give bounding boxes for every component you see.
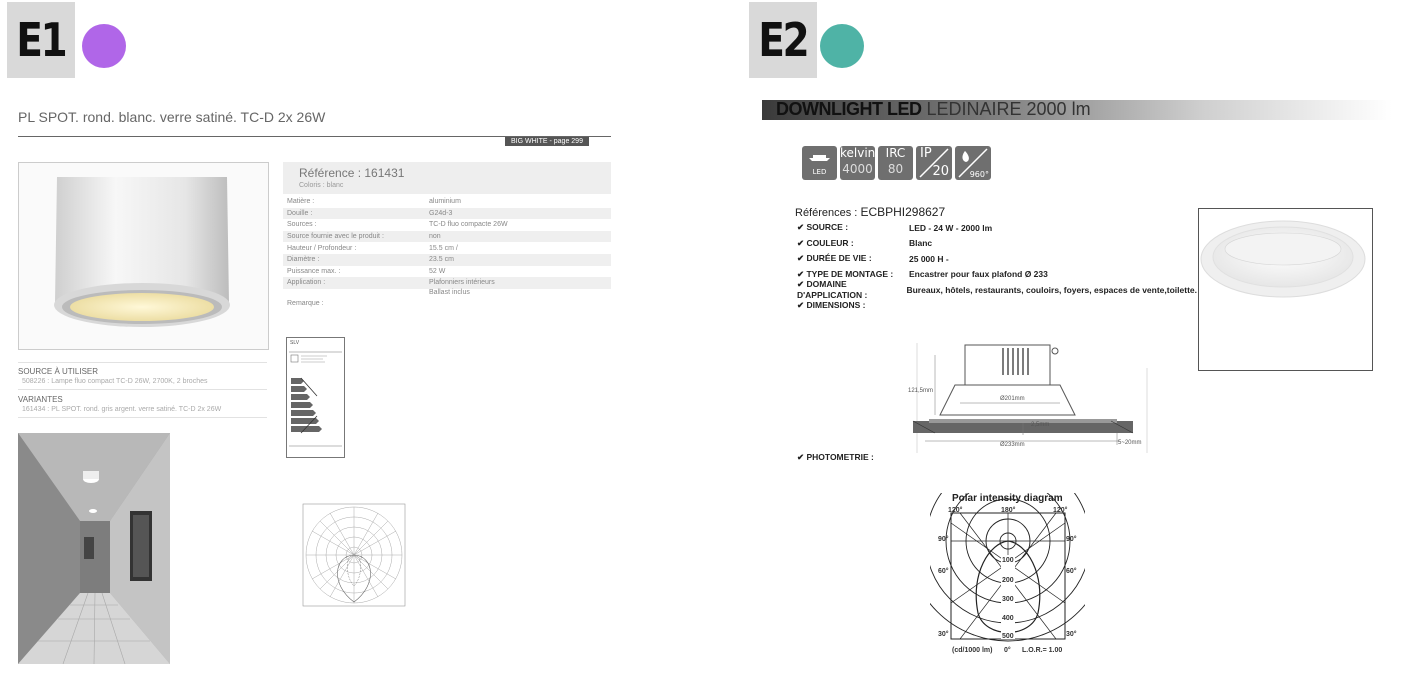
e1-product-title: PL SPOT. rond. blanc. verre satiné. TC-D 2x 26W [18,109,326,125]
spec-value: 15.5 cm / [429,244,458,252]
e2-references-value: ECBPHI298627 [860,205,946,219]
angle-label: 180° [1001,507,1016,514]
table-row [283,254,611,266]
dim-lip: 2,5mm [1031,422,1050,428]
table-row [283,289,611,307]
ring-label: 400 [1002,615,1014,622]
downlight-icon [802,146,837,166]
dim-ceiling: 5~20mm [1118,440,1142,446]
spec-label: Remarque : [287,299,324,307]
angle-label: 90° [1066,536,1077,543]
e1-tag-box [7,2,75,78]
e2-color-dot [820,24,864,68]
spec-value: Encastrer pour faux plafond Ø 233 [909,269,1048,280]
e2-polar-diagram [930,493,1085,658]
spec-label: ✔ DIMENSIONS : [797,299,866,310]
table-row [283,219,611,231]
ceiling-spot-lamp-icon [19,163,268,349]
e1-spec-table [283,196,611,307]
e1-energy-label [286,337,345,458]
e2-tag: E2 [758,13,808,67]
spec-value: non [425,231,611,243]
badge-bottom: 4000 [842,162,873,176]
spec-label: Diamètre : [283,254,425,266]
spec-value: 23.5 cm [425,254,611,266]
e1-product-photo [18,162,269,350]
energy-label-brand: SLV [290,340,300,346]
e1-divider [18,417,267,418]
badge-top: kelvin [840,146,876,160]
e1-catalog-ref: BIG WHITE - page 299 [505,137,589,146]
e2-product-photo [1198,208,1373,371]
badge-bottom: 960° [969,170,989,179]
downlight-photo-icon [1199,209,1372,370]
e2-photometrie-label: ✔ PHOTOMETRIE : [797,452,874,463]
ip-badge [916,146,952,180]
e1-tag: E1 [16,13,66,67]
ring-label: 500 [1002,633,1014,640]
ring-label: 200 [1002,577,1014,584]
corridor-scene-icon [18,433,170,664]
spec-value: Blanc [909,238,933,249]
spec-value: Ballast inclus [429,288,470,296]
e1-corridor-photo [18,433,170,664]
spec-label: Douille : [283,208,425,220]
e2-tag-box [749,2,817,78]
badge-top: IRC [885,146,906,160]
list-item [797,298,1197,314]
e1-divider [18,362,267,363]
spec-value: Bureaux, hôtels, restaurants, couloirs, foyers, espaces de vente,toilette. [906,284,1197,295]
dimension-lines-icon [905,343,1150,453]
ring-label: 100 [1002,557,1014,564]
polar-lor: L.O.R.= 1.00 [1022,647,1063,654]
spec-label: Matière : [287,198,315,206]
polar-unit: (cd/1000 lm) [952,647,993,654]
e1-colors: Coloris : blanc [299,182,344,189]
table-row [283,242,611,254]
spec-label: ✔ SOURCE : [797,222,849,233]
led-badge [802,146,837,180]
badge-bottom: LED [812,168,827,176]
polar-grid-icon [294,494,414,619]
glow-wire-badge [955,146,991,180]
spec-value: Plafonniers intérieurs [425,277,611,289]
e1-reference: Référence : 161431 [299,166,405,180]
spec-label: Application : [283,277,425,289]
badge-bottom: 20 [932,164,949,179]
list-item [797,236,1197,252]
badge-top: IP [920,146,932,161]
spec-label: Hauteur / Profondeur : [287,244,357,252]
spec-label: ✔ DURÉE DE VIE : [797,253,872,264]
ring-label: 300 [1002,596,1014,603]
badge-bottom: 80 [887,162,904,176]
spec-value: LED - 24 W - 2000 lm [909,222,993,233]
spec-label: ✔ DOMAINE D'APPLICATION : [797,279,868,301]
e2-dimension-drawing [905,343,1150,453]
e1-source-value: 508226 : Lampe fluo compact TC-D 26W, 2700K, 2 broches [22,378,208,385]
angle-label: 30° [1066,631,1077,638]
spec-value: aluminium [429,198,461,206]
e2-banner-bold: DOWNLIGHT LED [776,99,922,119]
e1-divider [18,389,267,390]
e1-reference-header [283,162,611,194]
spec-value: 25 000 H - [909,253,949,264]
list-item [797,220,1197,236]
energy-label-chart-icon [287,338,344,457]
angle-label: 90° [938,536,949,543]
list-item [797,279,1197,301]
polar-title: Polar intensity diagram [952,493,1063,504]
table-row [283,231,611,243]
dim-outer: Ø233mm [1000,442,1025,448]
e1-variants-value: 161434 : PL SPOT. rond. gris argent. verre satiné. TC-D 2x 26W [22,406,222,413]
kelvin-badge [840,146,875,180]
table-row [283,266,611,278]
e2-spec-list [797,220,1197,313]
list-item [797,251,1197,267]
angle-label: 60° [1066,568,1077,575]
e2-references [795,205,945,219]
spec-label: ✔ COULEUR : [797,237,854,248]
spec-label: ✔ TYPE DE MONTAGE : [797,268,894,279]
table-row [283,277,611,289]
e1-source-heading: SOURCE À UTILISER [18,367,99,376]
e1-variants-heading: VARIANTES [18,395,63,404]
spec-value: TC-D fluo compacte 26W [429,221,508,229]
spec-label: Source fournie avec le produit : [283,231,425,243]
e2-banner-title [776,99,1091,120]
dim-height: 121,5mm [908,388,934,394]
angle-label: 30° [938,631,949,638]
polar-zero: 0° [1004,647,1011,654]
spec-value: G24d-3 [425,208,611,220]
dim-inner: Ø201mm [1000,396,1025,402]
table-row [283,208,611,220]
table-row [283,196,611,208]
e2-references-label: Références : [795,207,858,219]
angle-label: 120° [948,507,963,514]
e1-color-dot [82,24,126,68]
spec-label: Puissance max. : [287,267,341,275]
e2-banner-light: LEDINAIRE 2000 lm [926,99,1091,119]
e1-polar-diagram [294,494,414,619]
angle-label: 120° [1053,507,1068,514]
spec-value: 52 W [429,267,446,275]
irc-badge [878,146,913,180]
angle-label: 60° [938,568,949,575]
spec-label: Sources : [287,221,317,229]
